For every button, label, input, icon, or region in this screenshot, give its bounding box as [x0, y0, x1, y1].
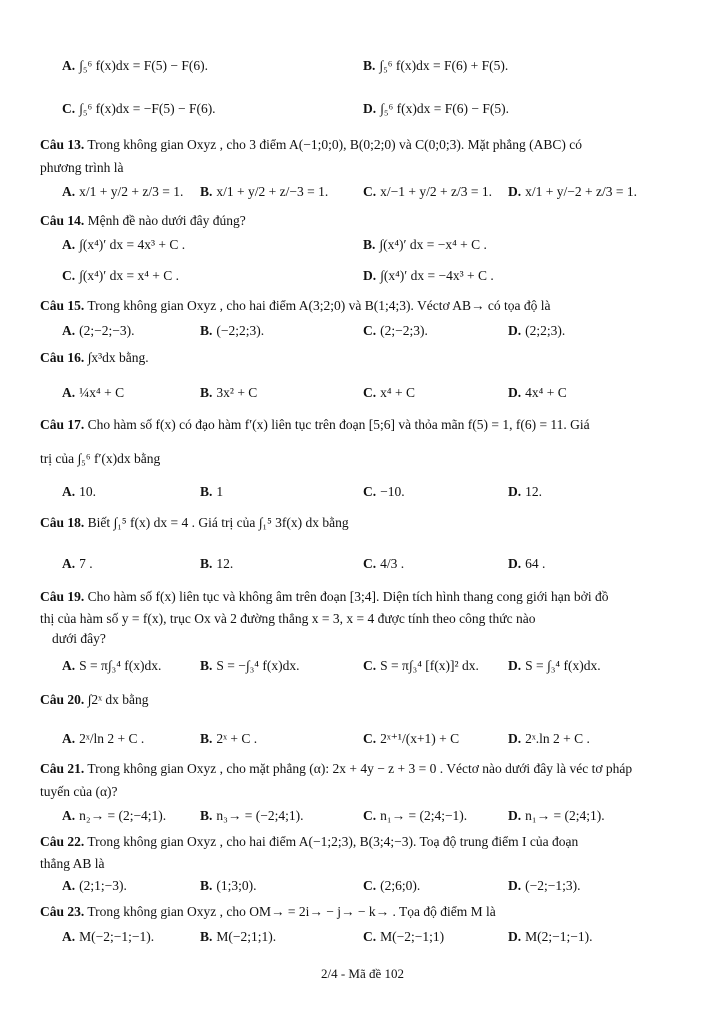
option-label: A. [62, 58, 76, 73]
question-text: thị của hàm số y = f(x), trục Ox và 2 đường thẳng x = 3, x = 4 được tính theo công thức nào [40, 611, 536, 626]
option-text: M(−2;−1;1) [380, 929, 445, 944]
q19-stem [40, 589, 608, 605]
option-label: C. [363, 385, 377, 400]
q14-option-c [62, 268, 179, 284]
option-text: ∫₅⁶ f(x)dx = F(6) − F(5). [380, 101, 509, 116]
question-text: Cho hàm số f(x) có đạo hàm f′(x) liên tục trên đoạn [5;6] và thỏa mãn f(5) = 1, f(6) = 11. Giá [87, 417, 590, 432]
question-number: Câu 19. [40, 589, 85, 604]
question-text: Trong không gian Oxyz , cho 3 điểm A(−1;0;0), B(0;2;0) và C(0;0;3). Mặt phẳng (ABC) có [87, 137, 582, 152]
option-label: B. [200, 658, 213, 673]
option-text: (2;1;−3). [79, 878, 127, 893]
option-text: 10. [79, 484, 96, 499]
option-text: 12. [525, 484, 542, 499]
option-text: ∫(x⁴)′ dx = 4x³ + C . [79, 237, 186, 252]
option-text: (−2;2;3). [216, 323, 265, 338]
option-text: S = ∫₃⁴ f(x)dx. [525, 658, 601, 673]
option-label: B. [200, 878, 213, 893]
option-text: 4x⁴ + C [525, 385, 567, 400]
q19-option-a [62, 658, 161, 674]
option-label: D. [508, 385, 522, 400]
option-text: 2ˣ⁺¹/(x+1) + C [380, 731, 460, 746]
question-text: thẳng AB là [40, 856, 105, 871]
option-text: S = −∫₃⁴ f(x)dx. [216, 658, 300, 673]
option-text: 2ˣ + C . [216, 731, 258, 746]
q17-stem-cont [40, 451, 160, 467]
option-label: B. [363, 237, 376, 252]
option-label: B. [200, 323, 213, 338]
option-text: (2;−2;−3). [79, 323, 135, 338]
q18-option-b [200, 556, 233, 572]
option-text: (2;6;0). [380, 878, 421, 893]
option-label: B. [200, 808, 213, 823]
option-text: 3x² + C [216, 385, 258, 400]
option-text: (−2;−1;3). [525, 878, 581, 893]
option-text: 12. [216, 556, 234, 571]
option-label: A. [62, 237, 76, 252]
option-text: x/−1 + y/2 + z/3 = 1. [380, 184, 492, 199]
option-label: B. [200, 184, 213, 199]
q19-option-d [508, 658, 601, 674]
q20-stem [40, 692, 148, 708]
q14-option-a [62, 237, 185, 253]
option-label: B. [200, 731, 213, 746]
question-text: Trong không gian Oxyz , cho hai điểm A(3;2;0) và B(1;4;3). Véctơ AB→ có tọa độ là [87, 298, 551, 313]
question-number: Câu 21. [40, 761, 85, 776]
option-label: A. [62, 484, 76, 499]
question-text: Mệnh đề nào dưới đây đúng? [87, 213, 246, 228]
option-label: A. [62, 929, 76, 944]
option-text: ∫(x⁴)′ dx = −4x³ + C . [380, 268, 494, 283]
q13-stem [40, 137, 582, 153]
q19-option-b [200, 658, 299, 674]
option-label: A. [62, 808, 76, 823]
q16-option-b [200, 385, 257, 401]
option-text: (1;3;0). [216, 878, 257, 893]
option-text: 2ˣ/ln 2 + C . [79, 731, 145, 746]
option-text: 2ˣ.ln 2 + C . [525, 731, 590, 746]
option-label: D. [508, 808, 522, 823]
q23-option-c [363, 929, 444, 945]
question-text: tuyến của (α)? [40, 784, 118, 799]
q12-option-b [363, 58, 508, 74]
option-label: C. [363, 731, 377, 746]
option-text: ∫₅⁶ f(x)dx = −F(5) − F(6). [79, 101, 216, 116]
question-text: trị của ∫₅⁶ f′(x)dx bằng [40, 451, 161, 466]
option-text: M(−2;1;1). [216, 929, 277, 944]
option-label: A. [62, 731, 76, 746]
option-text: 1 [216, 484, 224, 499]
option-text: ∫₅⁶ f(x)dx = F(6) + F(5). [379, 58, 509, 73]
option-text: S = π∫₃⁴ [f(x)]² dx. [380, 658, 479, 673]
q13-option-b [200, 184, 328, 200]
option-label: D. [363, 268, 377, 283]
option-text: S = π∫₃⁴ f(x)dx. [79, 658, 162, 673]
option-label: D. [508, 484, 522, 499]
q22-option-d [508, 878, 580, 894]
option-label: B. [200, 929, 213, 944]
option-text: n₁→ = (2;4;1). [525, 808, 605, 823]
option-label: D. [508, 323, 522, 338]
q22-stem-cont [40, 856, 105, 872]
q17-option-d [508, 484, 542, 500]
option-label: D. [508, 878, 522, 893]
q21-stem-cont [40, 784, 118, 800]
q12-option-c [62, 101, 216, 117]
q23-option-d [508, 929, 592, 945]
option-label: C. [62, 268, 76, 283]
q21-option-d [508, 808, 605, 824]
option-text: n₂→ = (2;−4;1). [79, 808, 167, 823]
q19-stem-cont-2 [52, 631, 106, 647]
option-label: B. [200, 385, 213, 400]
option-text: x/1 + y/2 + z/3 = 1. [79, 184, 184, 199]
q17-option-a [62, 484, 96, 500]
option-label: D. [508, 658, 522, 673]
option-text: (2;2;3). [525, 323, 566, 338]
option-label: A. [62, 184, 76, 199]
page-footer: 2/4 - Mã đề 102 [320, 966, 405, 981]
q23-option-a [62, 929, 154, 945]
q13-option-d [508, 184, 637, 200]
q17-option-c [363, 484, 405, 500]
q15-stem [40, 298, 551, 314]
option-label: C. [363, 323, 377, 338]
option-label: D. [363, 101, 377, 116]
q20-option-d [508, 731, 590, 747]
q23-option-b [200, 929, 276, 945]
q17-stem [40, 417, 590, 433]
q17-option-b [200, 484, 223, 500]
q20-option-b [200, 731, 257, 747]
option-label: C. [363, 658, 377, 673]
option-text: x/1 + y/−2 + z/3 = 1. [525, 184, 637, 199]
q15-option-d [508, 323, 565, 339]
q13-stem-cont [40, 160, 123, 176]
question-number: Câu 13. [40, 137, 85, 152]
q20-option-c [363, 731, 459, 747]
question-text: ∫2ˣ dx bằng [87, 692, 149, 707]
question-text: Cho hàm số f(x) liên tục và không âm trên đoạn [3;4]. Diện tích hình thang cong giới hạn bởi đồ [87, 589, 609, 604]
option-label: C. [363, 808, 377, 823]
question-number: Câu 20. [40, 692, 85, 707]
option-text: n₁→ = (2;4;−1). [380, 808, 468, 823]
q23-stem [40, 904, 496, 920]
option-label: D. [508, 184, 522, 199]
q18-option-c [363, 556, 404, 572]
question-text: ∫x³dx bằng. [87, 350, 149, 365]
q14-stem [40, 213, 246, 229]
q16-option-c [363, 385, 415, 401]
option-label: B. [200, 556, 213, 571]
option-text: ∫(x⁴)′ dx = x⁴ + C . [79, 268, 180, 283]
option-label: A. [62, 323, 76, 338]
option-label: C. [363, 184, 377, 199]
option-label: A. [62, 556, 76, 571]
q16-option-a [62, 385, 124, 401]
question-number: Câu 16. [40, 350, 85, 365]
question-text: Trong không gian Oxyz , cho mặt phẳng (α): 2x + 4y − z + 3 = 0 . Véctơ nào dưới đây là véc tơ pháp [87, 761, 633, 776]
q19-option-c [363, 658, 479, 674]
option-label: D. [508, 731, 522, 746]
question-text: Trong không gian Oxyz , cho OM→ = 2i→ − j→ − k→ . Tọa độ điểm M là [87, 904, 496, 919]
q22-option-b [200, 878, 257, 894]
question-number: Câu 14. [40, 213, 85, 228]
q21-stem [40, 761, 632, 777]
q21-option-a [62, 808, 166, 824]
q12-option-d [363, 101, 509, 117]
option-label: A. [62, 878, 76, 893]
q14-option-b [363, 237, 487, 253]
q19-stem-cont-1 [40, 611, 535, 627]
q15-option-a [62, 323, 134, 339]
q22-stem [40, 834, 578, 850]
question-text: dưới đây? [52, 631, 106, 646]
question-number: Câu 17. [40, 417, 85, 432]
option-text: 7 . [79, 556, 93, 571]
option-label: D. [508, 556, 522, 571]
option-label: D. [508, 929, 522, 944]
question-text: phương trình là [40, 160, 124, 175]
option-label: A. [62, 385, 76, 400]
question-number: Câu 18. [40, 515, 85, 530]
option-text: −10. [380, 484, 405, 499]
option-text: (2;−2;3). [380, 323, 428, 338]
option-text: x⁴ + C [380, 385, 415, 400]
q18-option-d [508, 556, 545, 572]
q15-option-b [200, 323, 264, 339]
q13-option-c [363, 184, 492, 200]
q22-option-c [363, 878, 420, 894]
q12-option-a [62, 58, 208, 74]
option-label: C. [363, 929, 377, 944]
q14-option-d [363, 268, 494, 284]
q18-stem [40, 515, 349, 531]
option-text: 4/3 . [380, 556, 405, 571]
q18-option-a [62, 556, 93, 572]
question-text: Trong không gian Oxyz , cho hai điểm A(−1;2;3), B(3;4;−3). Toạ độ trung điểm I của đoạn [87, 834, 579, 849]
q16-option-d [508, 385, 567, 401]
option-text: n₃→ = (−2;4;1). [216, 808, 304, 823]
option-label: C. [363, 484, 377, 499]
option-text: x/1 + y/2 + z/−3 = 1. [216, 184, 329, 199]
question-number: Câu 23. [40, 904, 85, 919]
option-text: M(−2;−1;−1). [79, 929, 155, 944]
option-label: A. [62, 658, 76, 673]
q21-option-b [200, 808, 303, 824]
question-number: Câu 22. [40, 834, 85, 849]
option-text: ∫(x⁴)′ dx = −x⁴ + C . [379, 237, 487, 252]
q15-option-c [363, 323, 428, 339]
option-label: B. [200, 484, 213, 499]
q20-option-a [62, 731, 144, 747]
question-text: Biết ∫₁⁵ f(x) dx = 4 . Giá trị của ∫₁⁵ 3f(x) dx bằng [87, 515, 349, 530]
option-label: C. [62, 101, 76, 116]
q13-option-a [62, 184, 183, 200]
option-label: C. [363, 878, 377, 893]
option-text: M(2;−1;−1). [525, 929, 593, 944]
q21-option-c [363, 808, 467, 824]
q22-option-a [62, 878, 127, 894]
option-label: B. [363, 58, 376, 73]
option-text: 64 . [525, 556, 546, 571]
option-text: ¼x⁴ + C [79, 385, 125, 400]
option-text: ∫₅⁶ f(x)dx = F(5) − F(6). [79, 58, 208, 73]
question-number: Câu 15. [40, 298, 85, 313]
option-label: C. [363, 556, 377, 571]
q16-stem [40, 350, 149, 366]
